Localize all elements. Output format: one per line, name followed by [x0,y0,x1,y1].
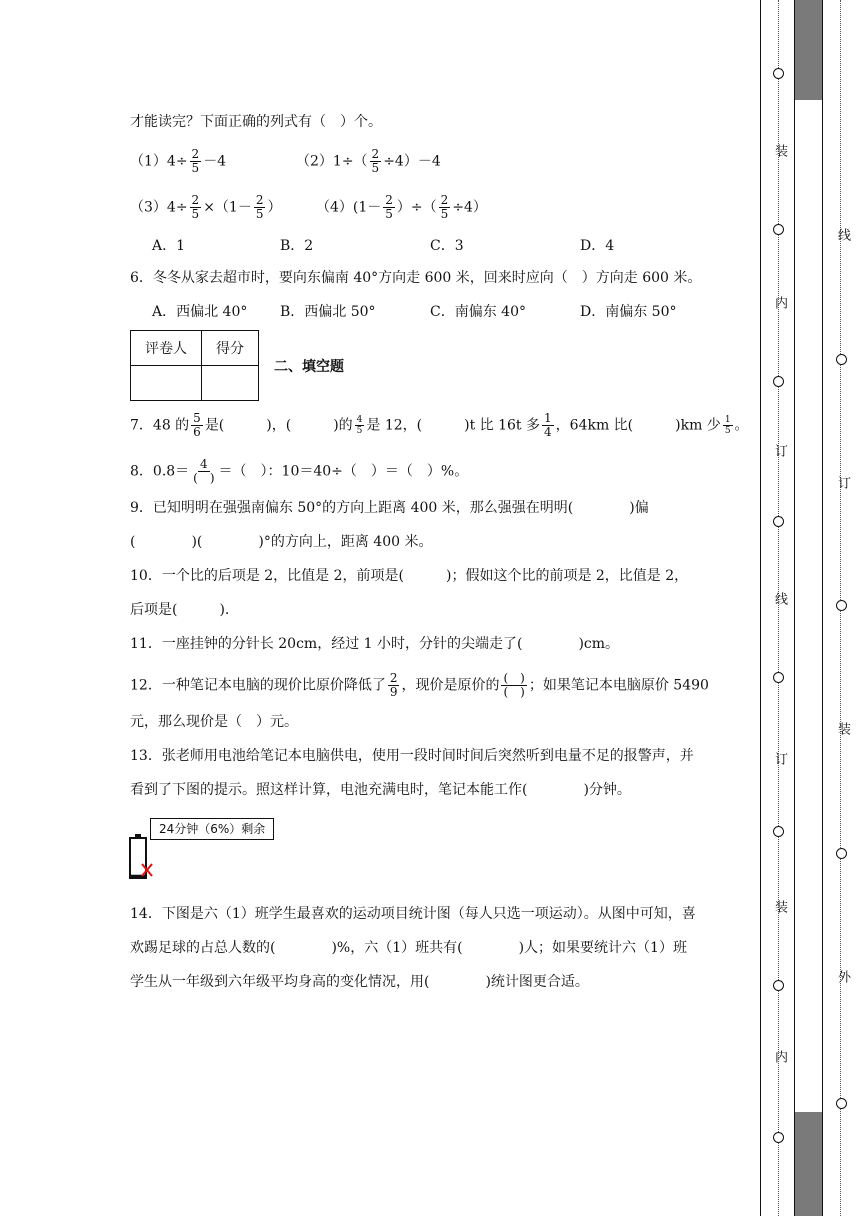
q9-line2: ( )( )°的方向上，距离 400 米。 [130,534,433,550]
q10-line1: 10．一个比的后项是 2，比值是 2，前项是( )；假如这个比的前项是 2，比值是 2， [130,568,689,584]
q14-line1: 14．下图是六（1）班学生最喜欢的运动项目统计图（每人只选一项运动）。从图中可知，喜 [130,906,696,922]
reviewer-cell[interactable] [131,366,202,401]
score-cell[interactable] [202,366,259,401]
q11-text: 11．一座挂钟的分针长 20cm，经过 1 小时，分针的尖端走了( )cm。 [130,636,620,652]
q12-line1: 12．一种笔记本电脑的现价比原价降低了 $\frac{2}{9}$ ，现价是原价的 $\frac{( )}{( )}$ ；如果笔记本电脑原价 5490 [130,671,709,699]
q5-choice-a: A．1 [152,238,186,254]
binding-circle [773,826,784,837]
score-header: 得分 [202,331,259,366]
binding-label: 订 [772,444,787,457]
q7-text: 7．48 的 $\frac{5}{6}$ 是( )，( )的 $\frac{4}{5}$ 是 12，( )t 比 16t 多 $\frac{1}{4}$ ，64km 比( )km 少 $\frac{1}{5}$ 。 [130,411,749,439]
binding-label: 线 [772,592,787,605]
q5-choice-b: B．2 [280,238,314,254]
binding-circle [773,672,784,683]
binding-circle [773,68,784,79]
q5-option-2: （2）1÷（ $\frac{2}{5}$ ÷4）－4 [296,147,441,175]
binding-border-mid [794,0,795,1216]
q5-tail: 才能读完？下面正确的列式有（ ）个。 [130,114,382,130]
q6-choice-a: A．西偏北 40° [152,304,248,320]
battery-callout: 24分钟（6%）剩余 [150,818,274,840]
q8-text: 8．0.8＝ $\frac{4}{( )}$ ＝（ ）：10＝40÷（ ）＝（ ）%。 [130,457,469,485]
q6-choice-b: B．西偏北 50° [280,304,376,320]
binding-gray-block-top [795,0,822,100]
battery-icon [128,834,158,884]
binding-label: 装 [772,144,787,157]
q6-choice-c: C．南偏东 40° [430,304,526,320]
binding-circle [773,1132,784,1143]
q12-line2: 元，那么现价是（ ）元。 [130,714,298,730]
binding-label-outer: 装 [835,722,850,735]
binding-circle [773,376,784,387]
q13-line1: 13．张老师用电池给笔记本电脑供电，使用一段时间时间后突然听到电量不足的报警声，并 [130,748,694,764]
binding-label-outer: 订 [835,476,850,489]
binding-label: 内 [772,1050,787,1063]
q6-choice-d: D．南偏东 50° [580,304,677,320]
binding-gray-block-bottom [795,1112,822,1216]
q6-text: 6．冬冬从家去超市时，要向东偏南 40°方向走 600 米，回来时应向（ ）方向走 600 米。 [130,270,702,286]
section-title: 二、填空题 [274,359,344,375]
q5-option-4: （4）(1－ $\frac{2}{5}$ ）÷（ $\frac{2}{5}$ ÷4） [316,193,487,221]
q9-line1: 9．已知明明在强强南偏东 50°的方向上距离 400 米，那么强强在明明( )偏 [130,500,649,516]
q5-choice-d: D．4 [580,238,615,254]
q10-line2: 后项是( ). [130,602,230,618]
q5-choice-c: C．3 [430,238,464,254]
reviewer-header: 评卷人 [131,331,202,366]
binding-circle [836,1098,847,1109]
binding-circle [836,354,847,365]
binding-label: 内 [772,296,787,309]
binding-label: 订 [772,752,787,765]
binding-circle [836,848,847,859]
q14-line3: 学生从一年级到六年级平均身高的变化情况，用( )统计图更合适。 [130,974,589,990]
binding-circle [773,980,784,991]
binding-circle [773,516,784,527]
q5-option-3: （3）4÷ $\frac{2}{5}$ ×（1－ $\frac{2}{5}$ ） [130,193,282,221]
q13-line2: 看到了下图的提示。照这样计算，电池充满电时，笔记本能工作( )分钟。 [130,782,631,798]
binding-border-right [822,0,823,1216]
score-table [130,330,259,401]
binding-dotted-line-inner [778,0,779,1216]
binding-label-outer: 外 [835,970,850,983]
q14-line2: 欢踢足球的占总人数的( )%，六（1）班共有( )人；如果要统计六（1）班 [130,940,687,956]
q5-option-1: （1）4÷ $\frac{2}{5}$ －4 [130,147,227,175]
binding-label-outer: 线 [835,228,850,241]
binding-border-outer [760,0,761,1216]
binding-circle [836,600,847,611]
binding-circle [773,224,784,235]
binding-label: 装 [772,900,787,913]
